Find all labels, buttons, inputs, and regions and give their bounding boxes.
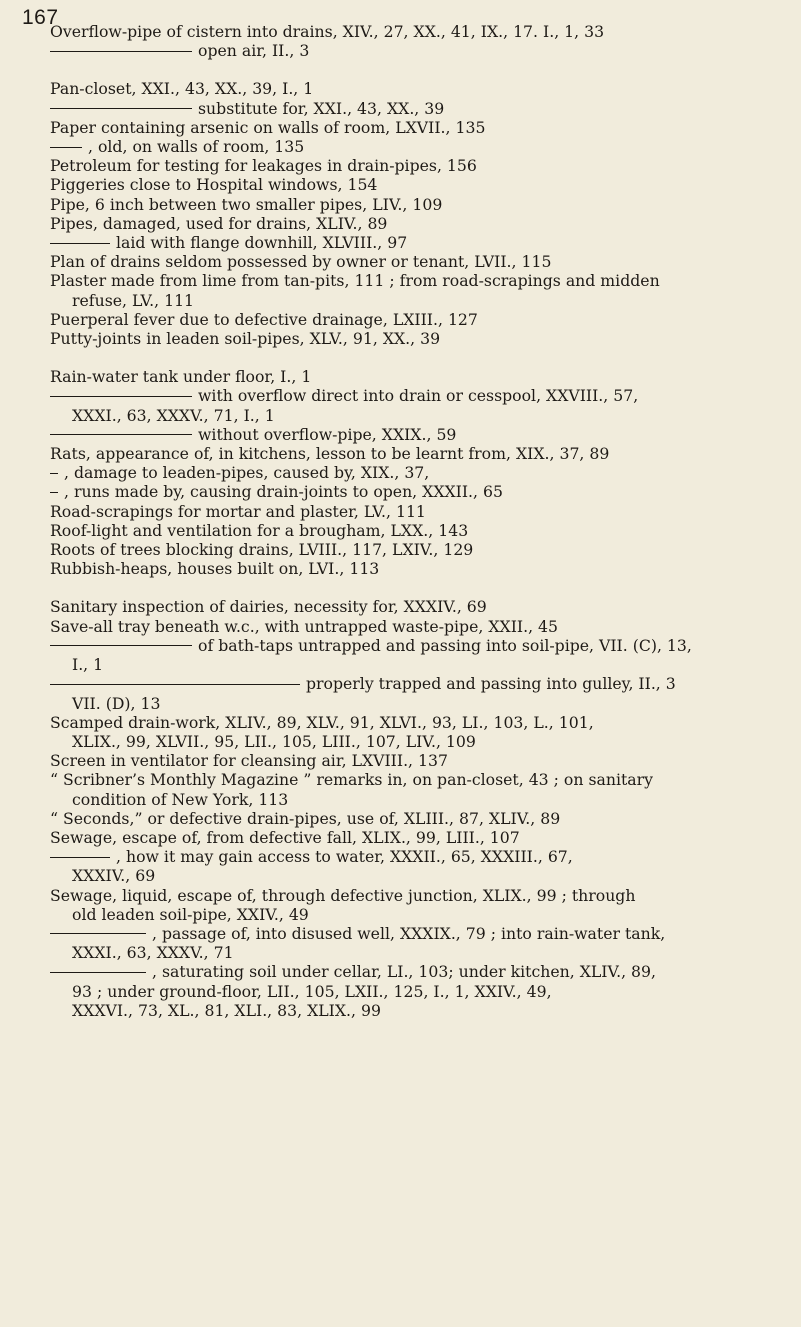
ditto-dash [50,147,82,148]
index-entry [50,214,780,233]
index-entry-continuation [50,732,780,751]
entry-text: Sewage, escape of, from defective fall, XLIX., 99, LIII., 107 [50,827,520,847]
index-entry [50,367,780,386]
entry-text: Pan-closet, XXI., 43, XX., 39, I., 1 [50,79,314,99]
entry-text: Petroleum for testing for leakages in drain-pipes, 156 [50,156,477,176]
index-entry [50,386,780,405]
index-entry [50,271,780,290]
index-entry [50,329,780,348]
entry-text: Roots of trees blocking drains, LVIII., 117, LXIV., 129 [50,540,474,560]
entry-text: “ Seconds,” or defective drain-pipes, use of, XLIII., 87, XLIV., 89 [50,808,561,828]
entry-text: , runs made by, causing drain-joints to open, XXXII., 65 [64,482,503,502]
entry-text: Pipes, damaged, used for drains, XLIV., 89 [50,213,388,233]
page-number: 167 [22,6,59,29]
ditto-dash [50,473,58,474]
index-entry [50,751,780,770]
ditto-dash [50,684,300,685]
entry-text: Rubbish-heaps, houses built on, LVI., 113 [50,559,380,579]
entry-text: , damage to leaden-pipes, caused by, XIX., 37, [64,463,430,483]
entry-text: Save-all tray beneath w.c., with untrapped waste-pipe, XXII., 45 [50,616,559,636]
index-entry [50,617,780,636]
index-entry [50,137,780,156]
entry-text: with overflow direct into drain or cesspool, XXVIII., 57, [198,386,639,406]
index-entry [50,886,780,905]
ditto-dash [50,857,110,858]
index-entry [50,195,780,214]
entry-text: open air, II., 3 [198,41,310,61]
index-entry [50,425,780,444]
entry-text: , passage of, into disused well, XXXIX., 79 ; into rain-water tank, [152,923,666,943]
index-entry [50,310,780,329]
entry-text: Paper containing arsenic on walls of room, LXVII., 135 [50,117,486,137]
entry-text: Rain-water tank under floor, I., 1 [50,367,312,387]
index-entry [50,175,780,194]
index-entry [50,233,780,252]
index-entry-continuation [50,866,780,885]
index-entry [50,674,780,693]
index-entry [50,252,780,271]
entry-text: Overflow-pipe of cistern into drains, XIV., 27, XX., 41, IX., 17. I., 1, 33 [50,22,605,41]
index-entry [50,521,780,540]
index-entry [50,156,780,175]
entry-text: laid with flange downhill, XLVIII., 97 [116,233,408,253]
entry-text: Putty-joints in leaden soil-pipes, XLV., 91, XX., 39 [50,329,441,349]
index-entry-continuation [50,982,780,1001]
entry-text: properly trapped and passing into gulley, II., 3 [306,674,676,694]
ditto-dash [50,51,192,52]
section-gap [50,348,780,367]
entry-text: , old, on walls of room, 135 [88,137,305,157]
index-entry [50,559,780,578]
entry-text: without overflow-pipe, XXIX., 59 [198,424,457,444]
entry-text: , saturating soil under cellar, LI., 103; under kitchen, XLIV., 89, [152,962,656,982]
entry-text: I., 1 [72,655,104,675]
index-content [50,22,780,1020]
index-entry [50,463,780,482]
index-entry [50,444,780,463]
ditto-dash [50,396,192,397]
index-entry-continuation [50,694,780,713]
entry-text: Piggeries close to Hospital windows, 154 [50,175,378,195]
entry-text: Pipe, 6 inch between two smaller pipes, LIV., 109 [50,194,443,214]
index-entry [50,924,780,943]
entry-text: 93 ; under ground-floor, LII., 105, LXII., 125, I., 1, XXIV., 49, [72,981,552,1001]
index-entry-continuation [50,406,780,425]
index-entry [50,809,780,828]
index-entry [50,962,780,981]
entry-text: XXXI., 63, XXXV., 71 [72,943,234,963]
entry-text: Plan of drains seldom possessed by owner or tenant, LVII., 115 [50,252,552,272]
ditto-dash [50,492,58,493]
entry-text: XXXIV., 69 [72,866,156,886]
index-entry-continuation [50,943,780,962]
index-entry [50,99,780,118]
ditto-dash [50,933,146,934]
entry-text: “ Scribner’s Monthly Magazine ” remarks in, on pan-closet, 43 ; on sanitary [50,770,654,790]
entry-text: old leaden soil-pipe, XXIV., 49 [72,904,309,924]
index-entry [50,540,780,559]
ditto-dash [50,645,192,646]
entry-text: , how it may gain access to water, XXXII., 65, XXXIII., 67, [116,847,573,867]
index-entry [50,597,780,616]
entry-text: Sewage, liquid, escape of, through defective junction, XLIX., 99 ; through [50,885,636,905]
entry-text: Road-scrapings for mortar and plaster, LV., 111 [50,501,426,521]
index-entry-continuation [50,1001,780,1020]
entry-text: XXXVI., 73, XL., 81, XLI., 83, XLIX., 99 [72,1000,381,1020]
entry-text: substitute for, XXI., 43, XX., 39 [198,98,445,118]
index-entry [50,636,780,655]
entry-text: Puerperal fever due to defective drainage, LXIII., 127 [50,309,478,329]
entry-text: VII. (D), 13 [72,693,161,713]
section-gap [50,578,780,597]
entry-text: of bath-taps untrapped and passing into soil-pipe, VII. (C), 13, [198,635,692,655]
index-entry-continuation [50,291,780,310]
ditto-dash [50,972,146,973]
entry-text: Screen in ventilator for cleansing air, LXVIII., 137 [50,751,448,771]
entry-text: XXXI., 63, XXXV., 71, I., 1 [72,405,275,425]
entry-text: Scamped drain-work, XLIV., 89, XLV., 91, XLVI., 93, LI., 103, L., 101, [50,712,594,732]
index-entry-continuation [50,905,780,924]
entry-text: refuse, LV., 111 [72,290,195,310]
entry-text: XLIX., 99, XLVII., 95, LII., 105, LIII., 107, LIV., 109 [72,731,476,751]
index-entry [50,828,780,847]
index-entry-continuation [50,655,780,674]
index-entry [50,41,780,60]
index-entry [50,847,780,866]
index-entry [50,713,780,732]
entry-text: condition of New York, 113 [72,789,289,809]
index-entry-continuation [50,790,780,809]
index-entry [50,22,780,41]
entry-text: Rats, appearance of, in kitchens, lesson to be learnt from, XIX., 37, 89 [50,444,610,464]
ditto-dash [50,243,110,244]
index-entry [50,502,780,521]
index-entry [50,482,780,501]
entry-text: Sanitary inspection of dairies, necessity for, XXXIV., 69 [50,597,487,617]
entry-text: Roof-light and ventilation for a brougham, LXX., 143 [50,520,469,540]
entry-text: Plaster made from lime from tan-pits, 111 ; from road-scrapings and midden [50,271,660,291]
ditto-dash [50,108,192,109]
index-entry [50,79,780,98]
index-entry [50,118,780,137]
section-gap [50,60,780,79]
index-entry [50,770,780,789]
ditto-dash [50,434,192,435]
